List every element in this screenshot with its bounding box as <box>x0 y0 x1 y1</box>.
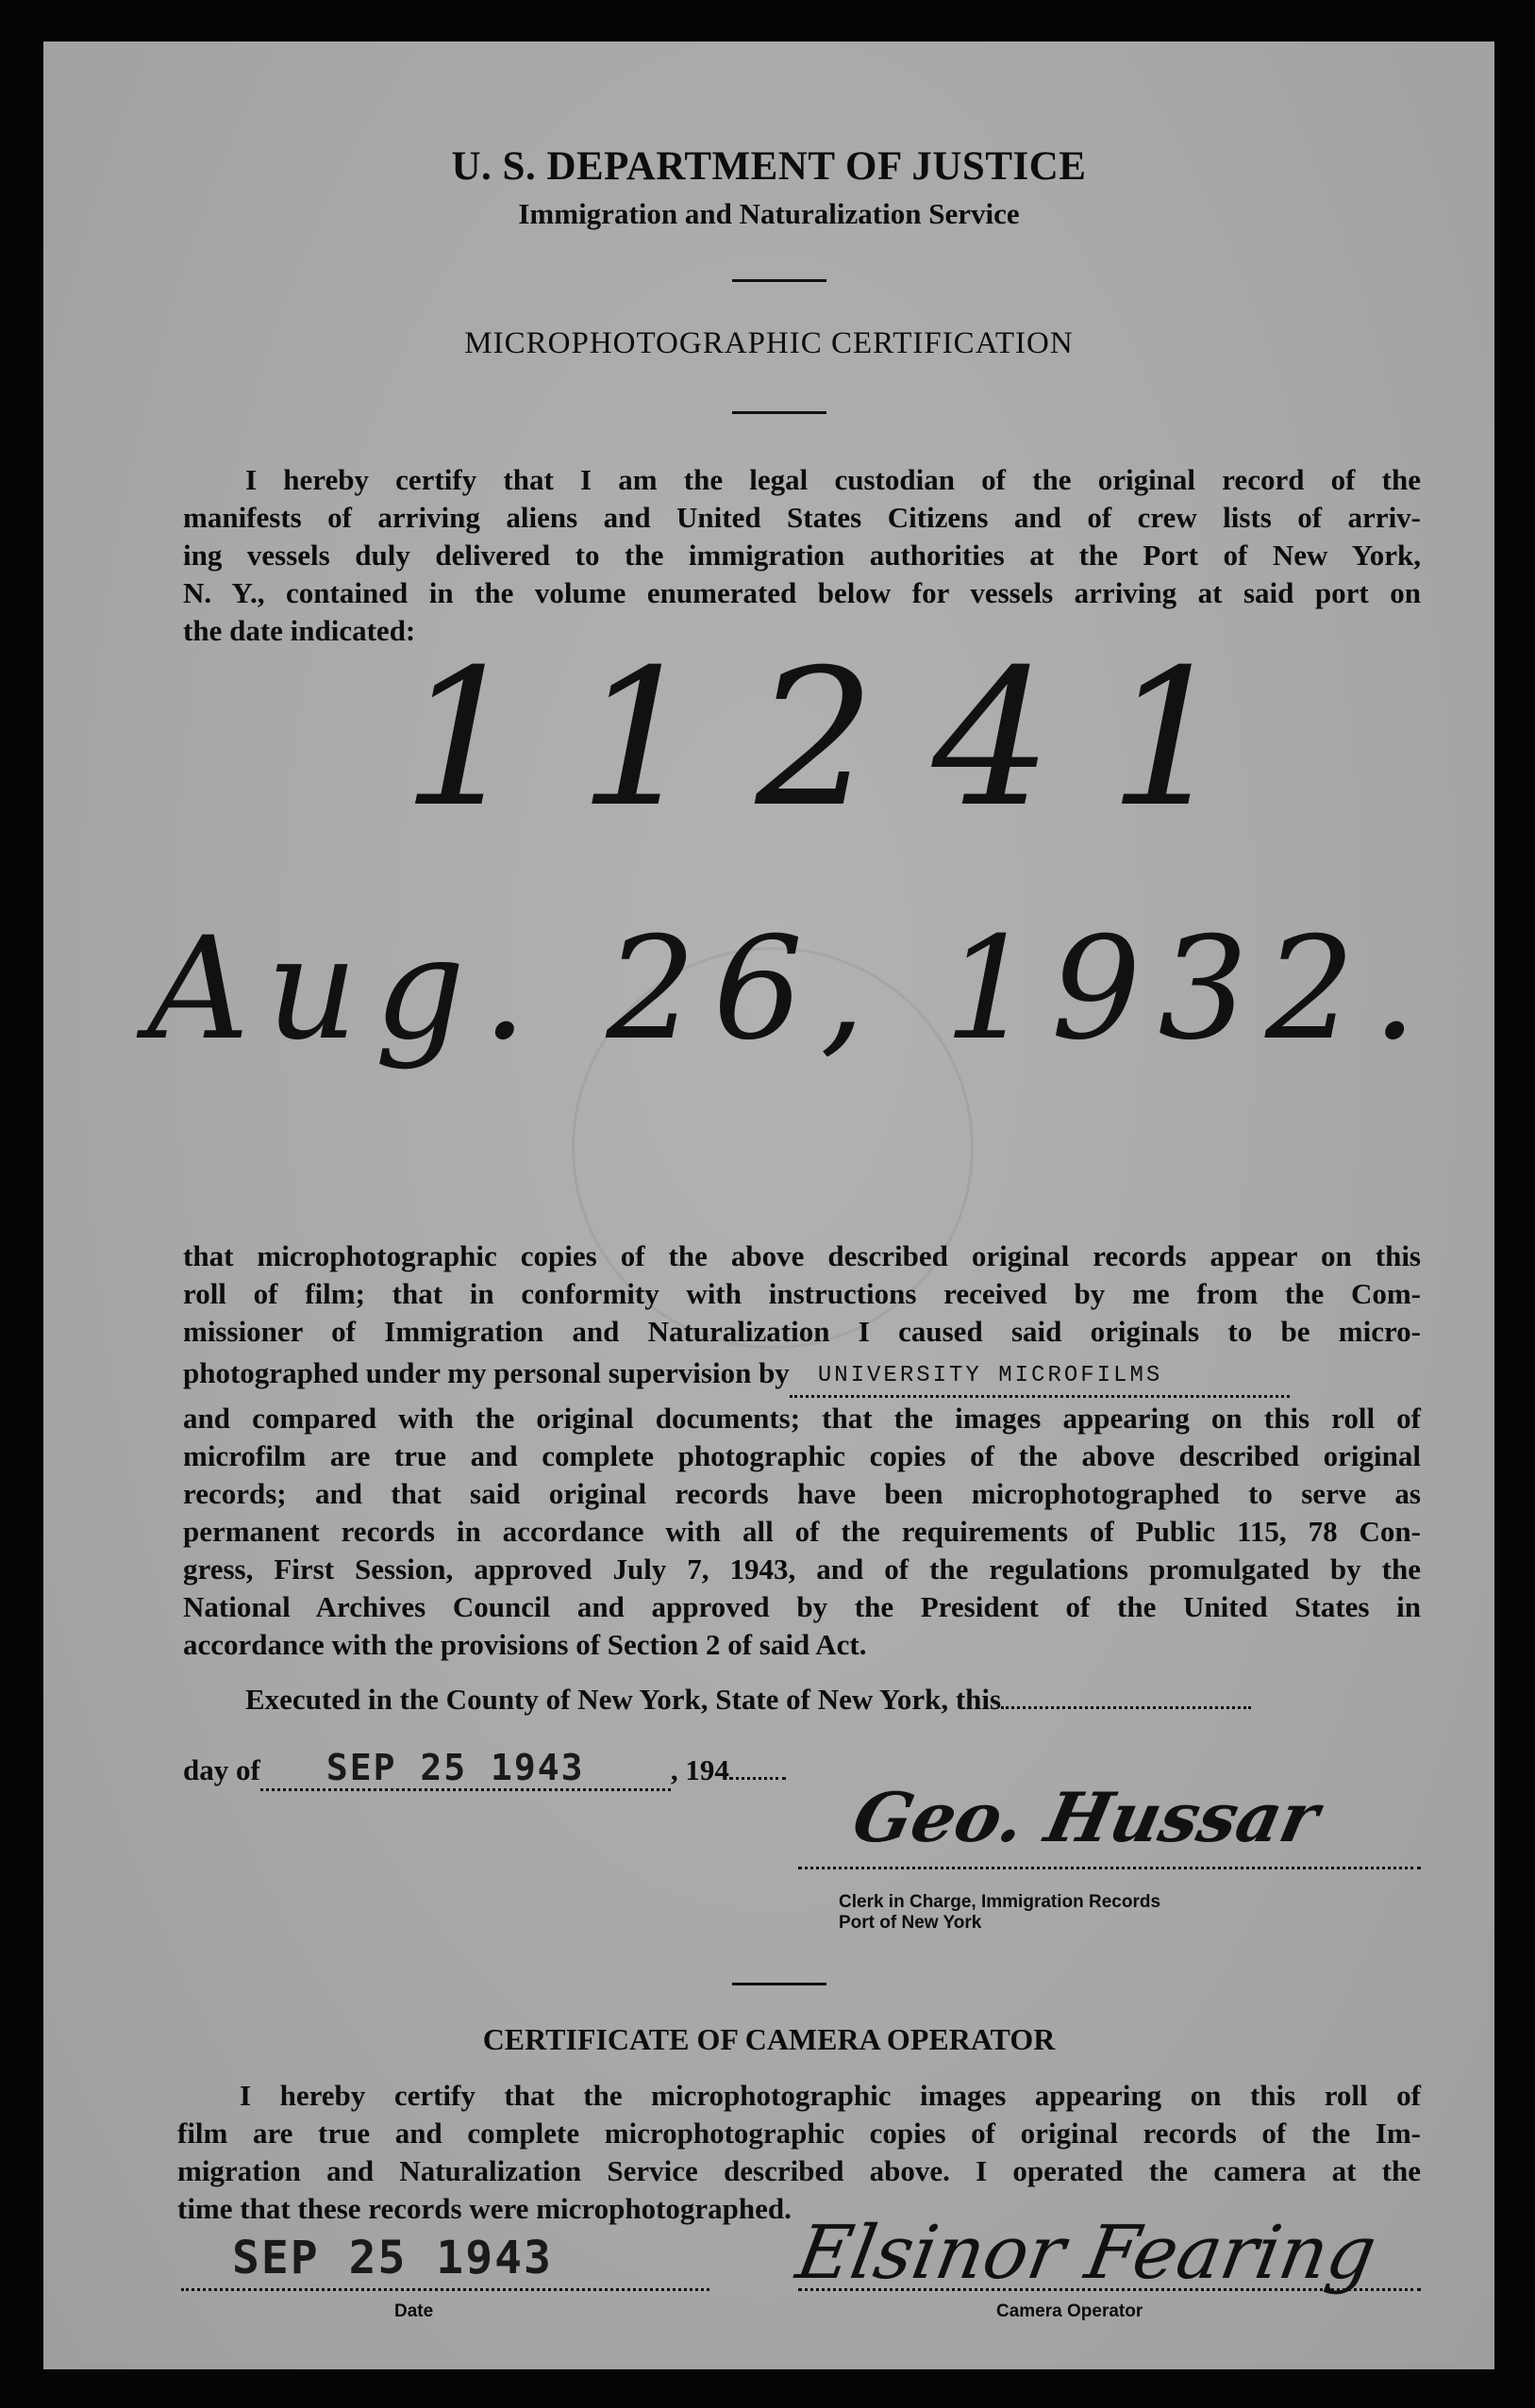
camera-line: I hereby certify that the microphotographic images appearing on this roll of <box>240 2079 1421 2112</box>
camera-date-line <box>181 2288 709 2291</box>
clerk-office: Port of New York <box>839 1913 982 1933</box>
executed-day-field <box>1001 1684 1251 1709</box>
clerk-signature-line <box>798 1867 1421 1869</box>
volume-number-handwritten: 11241 <box>402 629 1286 849</box>
camera-operator-line <box>798 2288 1421 2291</box>
body-line: that microphotographic copies of the above described original records appear on this <box>183 1239 1421 1272</box>
body-line: records; and that said original records have been microphotographed to serve as <box>183 1477 1421 1510</box>
body-line: photographed under my personal supervision by <box>183 1356 790 1389</box>
intro-line: ing vessels duly delivered to the immigration authorities at the Port of New York, <box>183 539 1421 572</box>
date-stamp: SEP 25 1943 <box>325 1747 585 1788</box>
microfilmer-line <box>183 1351 1421 1400</box>
divider <box>732 1983 826 1985</box>
executed-line <box>245 1683 1251 1717</box>
intro-line: I hereby certify that I am the legal custodian of the original record of the <box>245 463 1421 496</box>
clerk-signature: Geo. Hussar <box>845 1777 1326 1857</box>
intro-line: N. Y., contained in the volume enumerated below for vessels arriving at said port on <box>183 576 1421 609</box>
body-paragraph <box>183 1237 1421 1664</box>
body-line: and compared with the original documents; that the images appearing on this roll of <box>183 1402 1421 1435</box>
divider <box>732 411 826 414</box>
year-field <box>729 1754 786 1780</box>
camera-operator-label: Camera Operator <box>996 2301 1143 2321</box>
executed-text: Executed in the County of New York, State of New York, this <box>245 1683 1002 1716</box>
divider <box>732 279 826 282</box>
body-line: gress, First Session, approved July 7, 1943, and of the regulations promulgated by the <box>183 1553 1421 1586</box>
arrival-date-handwritten: Aug. 26, 1932. <box>147 907 1434 1071</box>
year-label: , 194 <box>670 1753 729 1786</box>
certificate-page <box>43 42 1494 2369</box>
camera-certificate-title: CERTIFICATE OF CAMERA OPERATOR <box>482 2022 1056 2056</box>
intro-paragraph <box>183 461 1421 650</box>
body-line: permanent records in accordance with all of the requirements of Public 115, 78 Con- <box>183 1515 1421 1548</box>
camera-line: film are true and complete microphotographic copies of original records of the Im- <box>177 2117 1421 2150</box>
intro-line: manifests of arriving aliens and United States Citizens and of crew lists of arriv- <box>183 501 1421 534</box>
body-line: microfilm are true and complete photographic copies of the above described original <box>183 1439 1421 1472</box>
camera-line: time that these records were microphotographed. <box>177 2192 792 2225</box>
body-line: missioner of Immigration and Naturalization I caused said originals to be micro- <box>183 1315 1421 1348</box>
body-line: roll of film; that in conformity with instructions received by me from the Com- <box>183 1277 1421 1310</box>
department-heading: U. S. DEPARTMENT OF JUSTICE <box>451 144 1087 189</box>
clerk-title: Clerk in Charge, Immigration Records <box>839 1892 1161 1912</box>
microfilmer-name: UNIVERSITY MICROFILMS <box>817 1363 1163 1388</box>
microfilmer-field <box>790 1353 1290 1398</box>
body-line: National Archives Council and approved by the President of the United States in <box>183 1590 1421 1623</box>
camera-date-stamp: SEP 25 1943 <box>232 2232 553 2284</box>
certification-title: MICROPHOTOGRAPHIC CERTIFICATION <box>464 326 1074 360</box>
day-of-label: day of <box>183 1753 260 1786</box>
camera-paragraph <box>177 2077 1421 2228</box>
day-of-line <box>183 1747 786 1791</box>
intro-line: the date indicated: <box>183 614 416 647</box>
camera-date-label: Date <box>394 2301 434 2321</box>
body-line: accordance with the provisions of Section 2 of said Act. <box>183 1628 867 1661</box>
camera-operator-signature: Elsinor Fearing <box>791 2211 1382 2296</box>
camera-line: migration and Naturalization Service described above. I operated the camera at the <box>177 2154 1421 2187</box>
day-of-field <box>260 1747 671 1791</box>
service-heading: Immigration and Naturalization Service <box>518 197 1020 230</box>
